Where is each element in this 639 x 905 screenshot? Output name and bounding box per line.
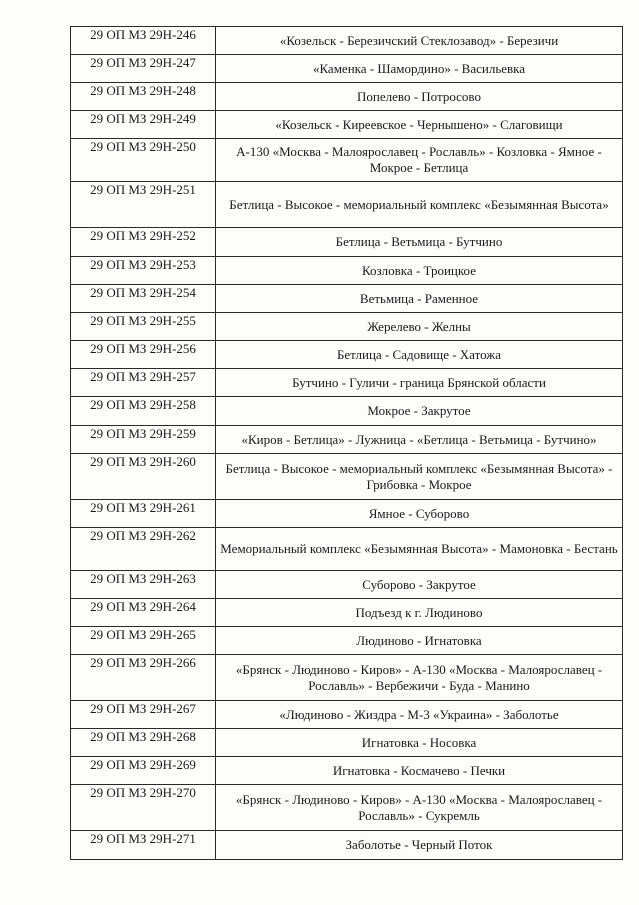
table-row: [71, 785, 623, 831]
table-row: [71, 397, 623, 426]
road-code-cell: 29 ОП МЗ 29Н-253: [71, 257, 216, 285]
road-code-cell: 29 ОП МЗ 29Н-270: [71, 785, 216, 831]
road-name-text: Бетлица - Ветьмица - Бутчино: [335, 234, 503, 249]
road-name-cell: [216, 285, 623, 313]
road-name-cell: [216, 27, 623, 55]
table-row: [71, 139, 623, 182]
road-code-cell: 29 ОП МЗ 29Н-259: [71, 426, 216, 454]
road-code-cell: 29 ОП МЗ 29Н-263: [71, 571, 216, 599]
table-row: [71, 228, 623, 257]
table-row: [71, 313, 623, 341]
road-name-cell: [216, 83, 623, 111]
table-row: [71, 83, 623, 111]
road-code-cell: 29 ОП МЗ 29Н-254: [71, 285, 216, 313]
table-row: [71, 454, 623, 500]
road-code-cell: 29 ОП МЗ 29Н-246: [71, 27, 216, 55]
road-code-cell: 29 ОП МЗ 29Н-262: [71, 528, 216, 571]
road-name-cell: [216, 785, 623, 831]
road-name-text: Заболотье - Черный Поток: [345, 837, 493, 852]
table-row: [71, 426, 623, 454]
road-name-text: Мемориальный комплекс «Безымянная Высота» - Мамоновка - Бестань: [220, 541, 618, 556]
table-row: [71, 257, 623, 285]
table-row: [71, 655, 623, 701]
table-row: [71, 500, 623, 528]
roads-table-body: [71, 27, 623, 860]
road-code-cell: 29 ОП МЗ 29Н-271: [71, 831, 216, 860]
road-name-cell: [216, 111, 623, 139]
road-name-text: Бетлица - Высокое - мемориальный комплекс «Безымянная Высота» - Грибовка - Мокрое: [225, 460, 613, 492]
road-name-text: Людиново - Игнатовка: [356, 632, 482, 648]
table-row: [71, 27, 623, 55]
road-name-text: Мокрое - Закрутое: [367, 403, 471, 418]
roads-table: [70, 26, 623, 860]
road-name-text: Бутчино - Гуличи - граница Брянской области: [292, 374, 546, 390]
table-row: [71, 111, 623, 139]
road-name-cell: [216, 139, 623, 182]
road-name-text: Суборово - Закрутое: [362, 576, 476, 592]
road-name-text: Игнатовка - Космачево - Печки: [332, 762, 506, 778]
road-code-cell: 29 ОП МЗ 29Н-249: [71, 111, 216, 139]
road-name-text: Ветьмица - Раменное: [359, 290, 479, 306]
road-code-cell: 29 ОП МЗ 29Н-258: [71, 397, 216, 426]
road-name-text: «Козельск - Березичский Стеклозавод» - Березичи: [279, 32, 559, 48]
road-name-text: Подъезд к г. Людиново: [355, 604, 483, 620]
road-name-cell: [216, 257, 623, 285]
road-name-text: «Каменка - Шамордино» - Васильевка: [312, 60, 526, 76]
table-row: [71, 701, 623, 729]
road-name-text: Игнатовка - Носовка: [361, 734, 477, 750]
road-name-cell: [216, 313, 623, 341]
road-name-cell: [216, 757, 623, 785]
road-name-text: «Киров - Бетлица» - Лужница - «Бетлица - Ветьмица - Бутчино»: [241, 431, 597, 447]
road-name-text: Бетлица - Высокое - мемориальный комплекс «Безымянная Высота»: [229, 196, 609, 212]
road-code-cell: 29 ОП МЗ 29Н-247: [71, 55, 216, 83]
road-name-cell: [216, 627, 623, 655]
road-name-cell: [216, 426, 623, 454]
road-code-cell: 29 ОП МЗ 29Н-267: [71, 701, 216, 729]
road-code-cell: 29 ОП МЗ 29Н-269: [71, 757, 216, 785]
road-code-cell: 29 ОП МЗ 29Н-251: [71, 182, 216, 228]
table-row: [71, 341, 623, 369]
road-code-cell: 29 ОП МЗ 29Н-255: [71, 313, 216, 341]
road-name-cell: [216, 528, 623, 571]
road-code-cell: 29 ОП МЗ 29Н-264: [71, 599, 216, 627]
road-code-cell: 29 ОП МЗ 29Н-260: [71, 454, 216, 500]
road-code-cell: 29 ОП МЗ 29Н-261: [71, 500, 216, 528]
table-row: [71, 627, 623, 655]
road-code-cell: 29 ОП МЗ 29Н-257: [71, 369, 216, 397]
road-name-text: «Козельск - Киреевское - Чернышено» - Слаговищи: [275, 116, 563, 132]
road-name-text: «Брянск - Людиново - Киров» - А-130 «Москва - Малоярославец - Рославль» - Сукремль: [235, 791, 603, 823]
road-name-cell: [216, 341, 623, 369]
road-name-cell: [216, 500, 623, 528]
road-name-text: Жерелево - Желны: [367, 318, 471, 334]
table-row: [71, 599, 623, 627]
road-name-cell: [216, 599, 623, 627]
road-code-cell: 29 ОП МЗ 29Н-248: [71, 83, 216, 111]
road-name-text: «Людиново - Жиздра - М-3 «Украина» - Заболотье: [279, 706, 559, 722]
table-row: [71, 729, 623, 757]
table-row: [71, 831, 623, 860]
road-name-cell: [216, 397, 623, 426]
table-row: [71, 369, 623, 397]
table-row: [71, 55, 623, 83]
road-code-cell: 29 ОП МЗ 29Н-252: [71, 228, 216, 257]
table-row: [71, 757, 623, 785]
road-code-cell: 29 ОП МЗ 29Н-268: [71, 729, 216, 757]
road-name-cell: [216, 701, 623, 729]
road-code-cell: 29 ОП МЗ 29Н-265: [71, 627, 216, 655]
table-row: [71, 285, 623, 313]
road-name-cell: [216, 182, 623, 228]
road-code-cell: 29 ОП МЗ 29Н-266: [71, 655, 216, 701]
road-name-cell: [216, 55, 623, 83]
road-name-cell: [216, 454, 623, 500]
road-name-text: А-130 «Москва - Малоярославец - Рославль» - Козловка - Ямное - Мокрое - Бетлица: [236, 144, 602, 175]
table-row: [71, 571, 623, 599]
table-row: [71, 182, 623, 228]
road-name-cell: [216, 571, 623, 599]
road-name-cell: [216, 831, 623, 860]
road-name-cell: [216, 228, 623, 257]
road-name-cell: [216, 729, 623, 757]
road-name-text: «Брянск - Людиново - Киров» - А-130 «Москва - Малоярославец - Рославль» - Вербежичи - Буда - Манино: [235, 661, 603, 693]
road-code-cell: 29 ОП МЗ 29Н-256: [71, 341, 216, 369]
road-name-text: Козловка - Троицкое: [362, 262, 476, 278]
road-name-text: Ямное - Суборово: [368, 505, 470, 521]
road-name-text: Бетлица - Садовище - Хатожа: [336, 346, 502, 362]
road-code-cell: 29 ОП МЗ 29Н-250: [71, 139, 216, 182]
road-name-text: Попелево - Потросово: [357, 88, 481, 104]
road-name-cell: [216, 369, 623, 397]
table-row: [71, 528, 623, 571]
road-name-cell: [216, 655, 623, 701]
